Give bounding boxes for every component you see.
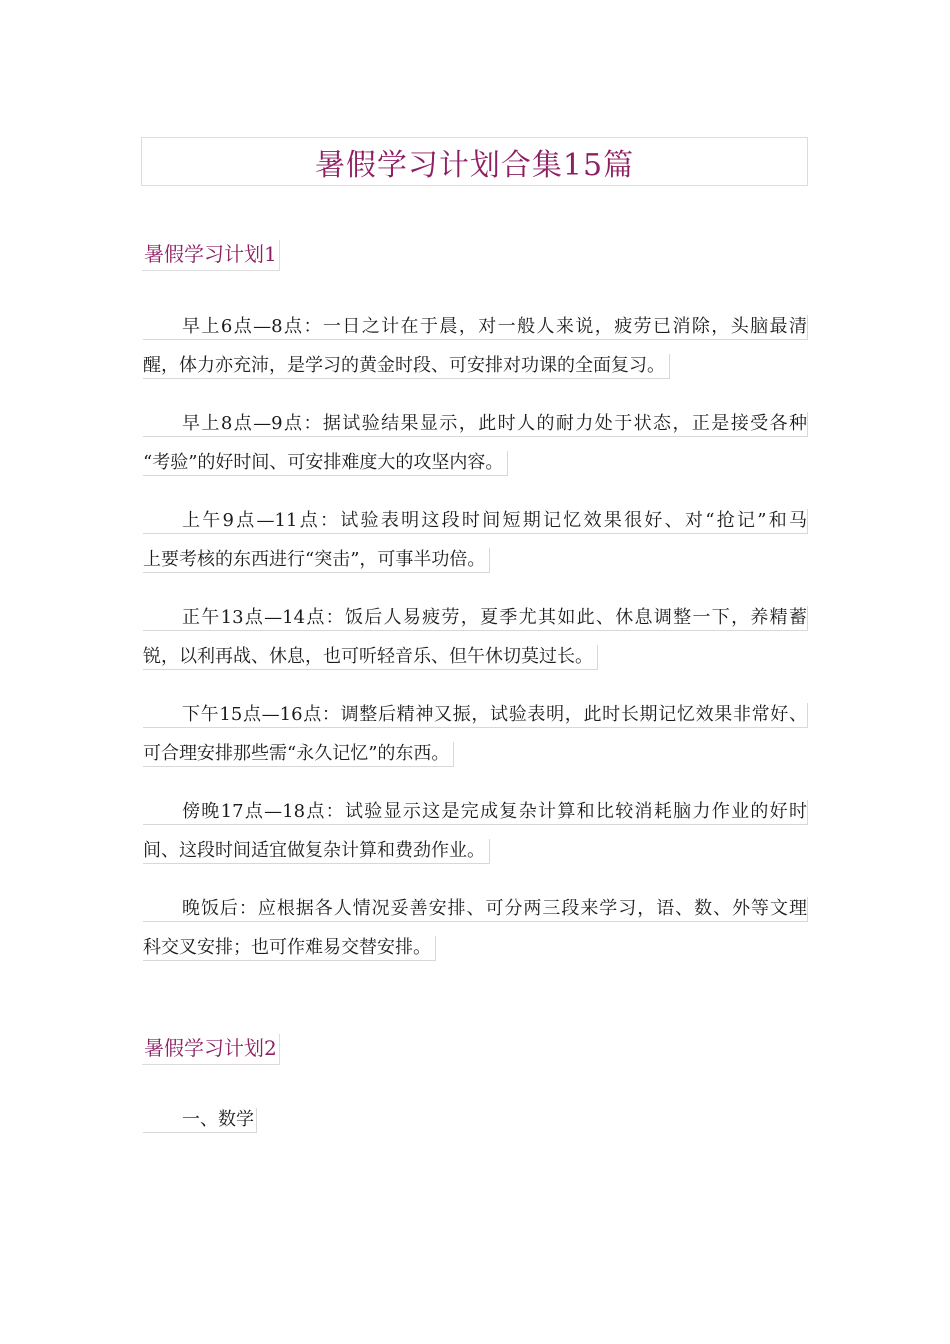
paragraph-line: 上午9点—11点：试验表明这段时间短期记忆效果很好、对“抢记”和马 bbox=[143, 509, 808, 534]
section-heading-1: 暑假学习计划1 bbox=[142, 240, 280, 271]
paragraph-line: 晚饭后：应根据各人情况妥善安排、可分两三段来学习，语、数、外等文理 bbox=[143, 897, 808, 922]
paragraph bbox=[143, 412, 807, 495]
document-title-box bbox=[141, 137, 808, 186]
paragraph bbox=[143, 897, 807, 980]
paragraph-line: “考验”的好时间、可安排难度大的攻坚内容。 bbox=[143, 451, 508, 476]
paragraph bbox=[143, 800, 807, 883]
paragraph-line: 科交叉安排；也可作难易交替安排。 bbox=[143, 936, 436, 961]
section-heading-2: 暑假学习计划2 bbox=[142, 1034, 280, 1065]
paragraph-line: 醒，体力亦充沛，是学习的黄金时段、可安排对功课的全面复习。 bbox=[143, 354, 670, 379]
paragraph-line: 锐，以利再战、休息，也可听轻音乐、但午休切莫过长。 bbox=[143, 645, 598, 670]
paragraph-line: 上要考核的东西进行“突击”，可事半功倍。 bbox=[143, 548, 490, 573]
paragraph-line: 早上6点—8点：一日之计在于晨，对一般人来说，疲劳已消除，头脑最清 bbox=[143, 315, 808, 340]
paragraph-line: 早上8点—9点：据试验结果显示，此时人的耐力处于状态，正是接受各种 bbox=[143, 412, 808, 437]
subsection-heading: 一、数学 bbox=[143, 1108, 257, 1133]
paragraph bbox=[143, 606, 807, 689]
paragraph bbox=[143, 703, 807, 786]
paragraph-line: 间、这段时间适宜做复杂计算和费劲作业。 bbox=[143, 839, 490, 864]
paragraph-line: 下午15点—16点：调整后精神又振，试验表明，此时长期记忆效果非常好、 bbox=[143, 703, 808, 728]
document-title: 暑假学习计划合集15篇 bbox=[314, 147, 635, 183]
paragraph-line: 正午13点—14点：饭后人易疲劳，夏季尤其如此、休息调整一下，养精蓄 bbox=[143, 606, 808, 631]
paragraph-line: 傍晚17点—18点：试验显示这是完成复杂计算和比较消耗脑力作业的好时 bbox=[143, 800, 808, 825]
paragraph bbox=[143, 509, 807, 592]
paragraph bbox=[143, 315, 807, 398]
paragraph-line: 可合理安排那些需“永久记忆”的东西。 bbox=[143, 742, 454, 767]
